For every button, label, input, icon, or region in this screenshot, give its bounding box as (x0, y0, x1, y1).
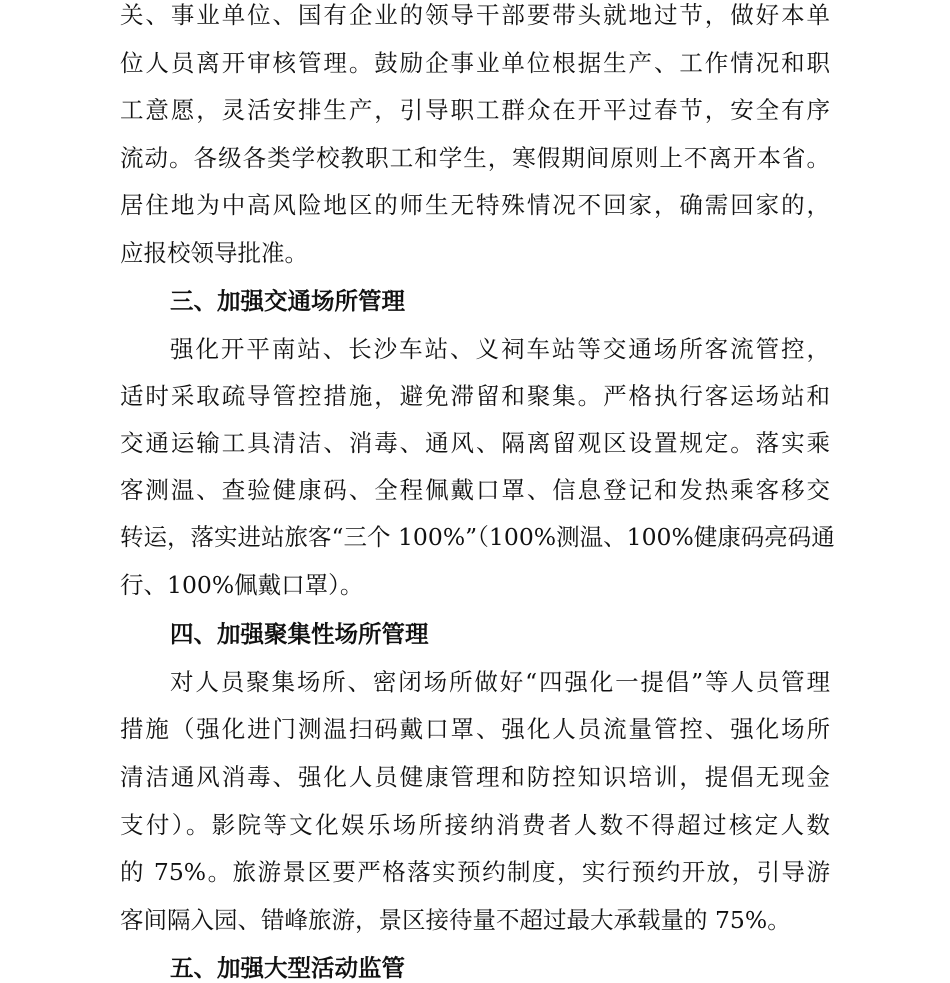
section-3-line-3: 交通运输工具清洁、消毒、通风、隔离留观区设置规定。落实乘 (120, 429, 830, 457)
paragraph-1-line-4: 流动。各级各类学校教职工和学生，寒假期间原则上不离开本省。 (120, 144, 830, 172)
section-3-line-5: 转运，落实进站旅客“三个 100%”（100%测温、100%健康码亮码通 (120, 523, 835, 551)
paragraph-1-line-5: 居住地为中高风险地区的师生无特殊情况不回家，确需回家的， (120, 191, 830, 219)
section-4-line-1: 对人员聚集场所、密闭场所做好“四强化一提倡”等人员管理 (170, 668, 830, 696)
section-5-heading: 五、加强大型活动监管 (170, 954, 405, 982)
section-4-line-6: 客间隔入园、错峰旅游，景区接待量不超过最大承载量的 75%。 (120, 906, 791, 934)
section-4-line-4: 支付）。影院等文化娱乐场所接纳消费者人数不得超过核定人数 (120, 811, 830, 839)
section-3-heading: 三、加强交通场所管理 (170, 287, 405, 315)
section-3-line-6: 行、100%佩戴口罩）。 (120, 571, 364, 599)
section-3-line-4: 客测温、查验健康码、全程佩戴口罩、信息登记和发热乘客移交 (120, 476, 830, 504)
section-4-line-2: 措施（强化进门测温扫码戴口罩、强化人员流量管控、强化场所 (120, 715, 830, 743)
paragraph-1-line-2: 位人员离开审核管理。鼓励企事业单位根据生产、工作情况和职 (120, 49, 830, 77)
paragraph-1-line-1: 关、事业单位、国有企业的领导干部要带头就地过节，做好本单 (120, 1, 830, 29)
section-4-heading: 四、加强聚集性场所管理 (170, 620, 429, 648)
section-3-line-2: 适时采取疏导管控措施，避免滞留和聚集。严格执行客运场站和 (120, 382, 830, 410)
paragraph-1-line-6: 应报校领导批准。 (120, 239, 308, 267)
paragraph-1-line-3: 工意愿，灵活安排生产，引导职工群众在开平过春节，安全有序 (120, 96, 830, 124)
section-4-line-3: 清洁通风消毒、强化人员健康管理和防控知识培训，提倡无现金 (120, 763, 830, 791)
section-4-line-5: 的 75%。旅游景区要严格落实预约制度，实行预约开放，引导游 (120, 858, 830, 886)
section-3-line-1: 强化开平南站、长沙车站、义祠车站等交通场所客流管控， (170, 335, 830, 363)
